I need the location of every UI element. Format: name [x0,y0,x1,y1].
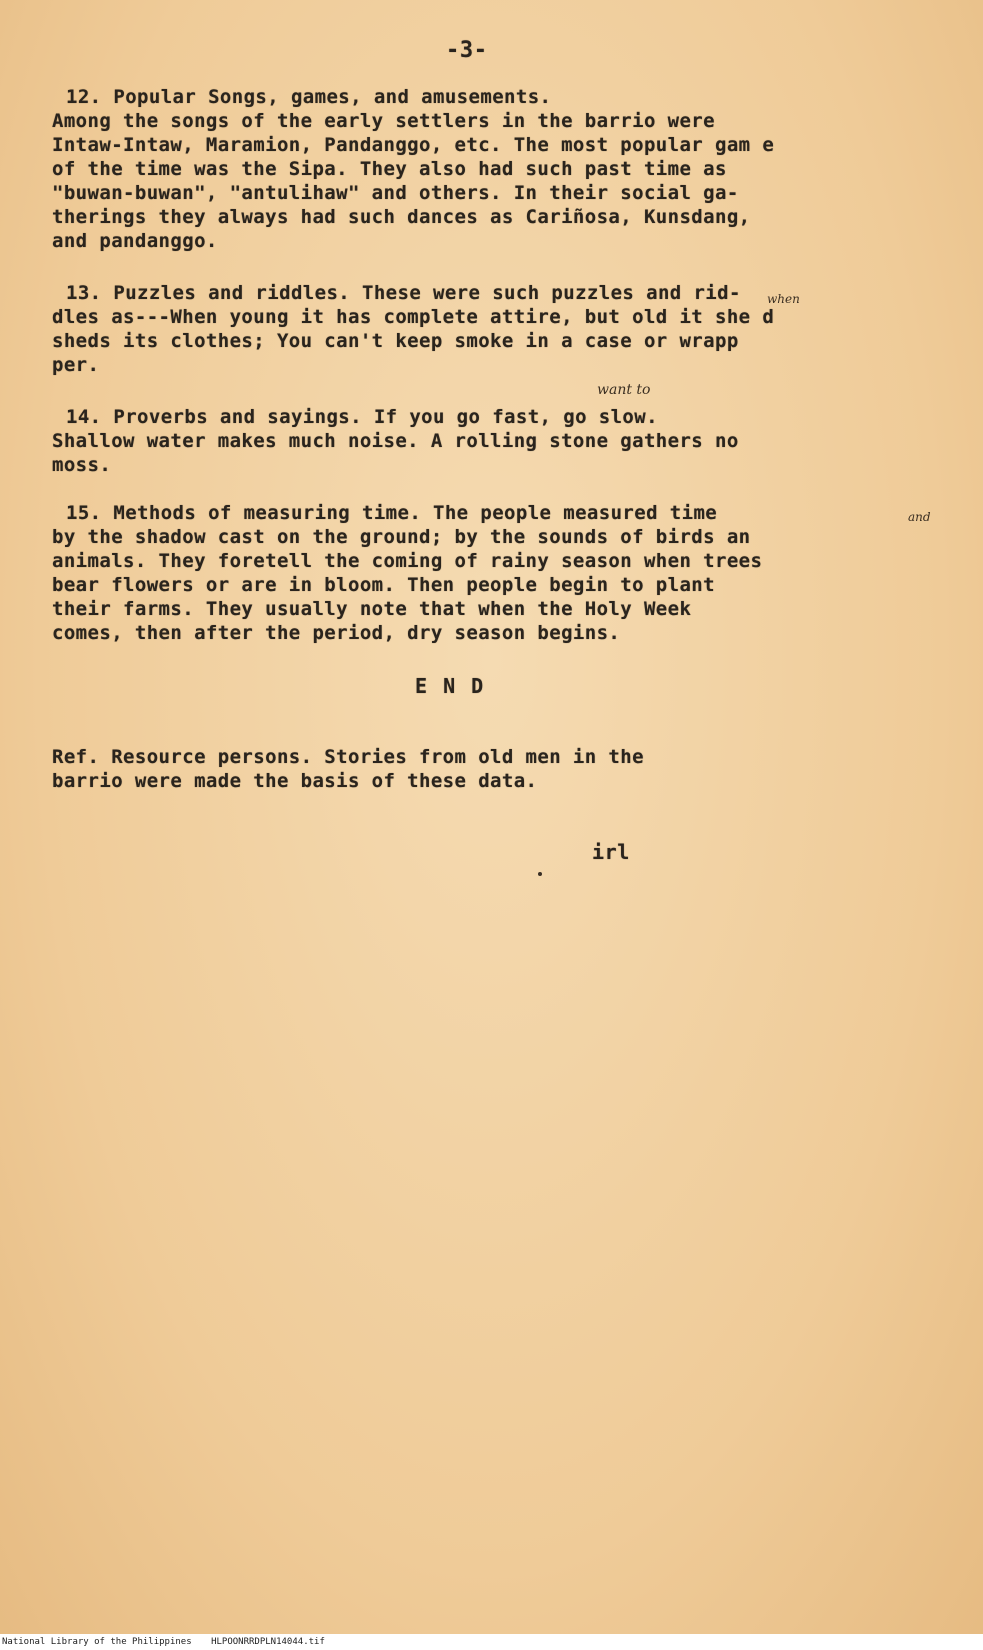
section-12-line: therings they always had such dances as Cariñosa, Kunsdang, [52,206,751,228]
footer-filename: HLPOONRRDPLN14044.tif [211,1637,325,1647]
section-15-line: comes, then after the period, dry season begins. [52,622,621,644]
section-15-line: 15. Methods of measuring time. The people measured time [66,502,718,524]
section-13-line: sheds its clothes; You can't keep smoke in a case or wrapp [52,330,739,352]
section-14-line: 14. Proverbs and sayings. If you go fast, go slow. [66,406,658,428]
section-12-line: Intaw-Intaw, Maramion, Pandanggo, etc. The most popular gam e [52,134,775,156]
section-12-line: of the time was the Sipa. They also had such past time as [52,158,727,180]
reference-line: Ref. Resource persons. Stories from old men in the [52,746,644,768]
section-12-line: 12. Popular Songs, games, and amusements. [66,86,552,108]
section-15-line: their farms. They usually note that when the Holy Week [52,598,692,620]
typist-initials: irl [592,840,630,864]
end-mark: E N D [415,674,486,698]
section-15-line: bear flowers or are in bloom. Then people begin to plant [52,574,715,596]
section-13-line: per. [52,354,100,376]
section-12-line: "buwan-buwan", "antulihaw" and others. In their social ga- [52,182,739,204]
page-number: -3- [446,38,488,63]
section-13-line: dles as---When young it has complete attire, but old it she d [52,306,775,328]
section-15-line: by the shadow cast on the ground; by the sounds of birds an [52,526,751,548]
footer-library: National Library of the Philippines [2,1637,192,1647]
reference-line: barrio were made the basis of these data. [52,770,538,792]
scan-footer [0,1634,983,1650]
section-13-line: 13. Puzzles and riddles. These were such puzzles and rid- [66,282,741,304]
section-12-line: and pandanggo. [52,230,218,252]
handwritten-insert-when: when [767,292,800,306]
handwritten-insert-want-to: want to [597,382,651,398]
handwritten-insert-and: and [908,510,931,524]
section-15-line: animals. They foretell the coming of rainy season when trees [52,550,763,572]
ink-speck [538,872,542,876]
section-14-line: moss. [52,454,112,476]
section-12-line: Among the songs of the early settlers in the barrio were [52,110,715,132]
section-14-line: Shallow water makes much noise. A rolling stone gathers no [52,430,739,452]
